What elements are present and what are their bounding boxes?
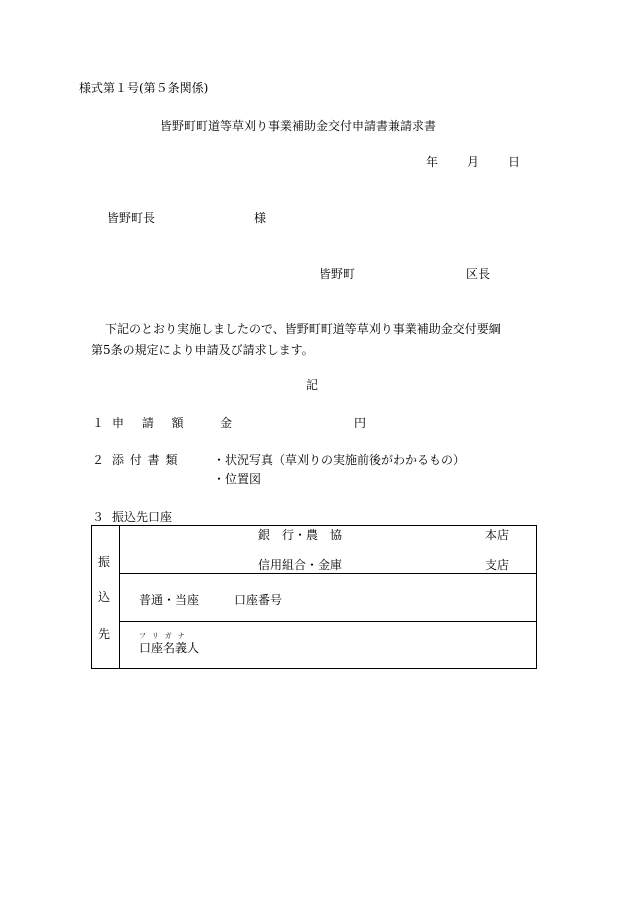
item1-number: １ — [92, 416, 105, 430]
item2-label: 添 付 書 類 — [112, 453, 179, 467]
form-number: 様式第１号(第５条関係) — [79, 81, 209, 95]
furigana-label: フリガナ — [139, 632, 191, 640]
attachment-map: ・位置図 — [213, 472, 262, 486]
applicant-role: 区長 — [466, 267, 491, 281]
applicant-town: 皆野町 — [319, 267, 356, 281]
date-day-label: 日 — [508, 155, 521, 169]
branch-sub-label: 支店 — [485, 558, 510, 572]
table-row-divider — [119, 573, 536, 574]
date-month-label: 月 — [467, 155, 480, 169]
account-number-label: 口座番号 — [234, 593, 283, 607]
item3-number: ３ — [92, 510, 105, 524]
item1-label: 申 請 額 — [112, 416, 191, 430]
addressee-honorific: 様 — [254, 211, 267, 225]
side-label-char: 振 — [98, 555, 111, 569]
side-label-char: 先 — [98, 627, 111, 641]
table-row-divider — [119, 621, 536, 622]
branch-main-label: 本店 — [485, 528, 510, 542]
ki-heading: 記 — [306, 378, 319, 392]
date-year-label: 年 — [426, 155, 439, 169]
amount-suffix: 円 — [354, 416, 367, 430]
body-text-line1: 下記のとおり実施しましたので、皆野町町道等草刈り事業補助金交付要綱 — [105, 322, 501, 336]
table-column-divider — [119, 526, 120, 668]
item3-label: 振込先口座 — [112, 510, 173, 524]
bank-account-table — [91, 525, 537, 669]
addressee-name: 皆野町長 — [107, 211, 156, 225]
item2-number: ２ — [92, 453, 105, 467]
bank-type-line1: 銀 行・農 協 — [258, 528, 343, 542]
document-title: 皆野町町道等草刈り事業補助金交付申請書兼請求書 — [160, 119, 437, 133]
attachment-photo: ・状況写真（草刈りの実施前後がわかるもの） — [213, 453, 466, 467]
amount-prefix: 金 — [220, 416, 233, 430]
account-holder-label: 口座名義人 — [139, 641, 200, 655]
side-label-char: 込 — [98, 590, 111, 604]
bank-type-line2: 信用組合・金庫 — [258, 558, 343, 572]
body-text-line2: 第5条の規定により申請及び請求します。 — [91, 343, 314, 357]
account-type-label: 普通・当座 — [139, 593, 200, 607]
